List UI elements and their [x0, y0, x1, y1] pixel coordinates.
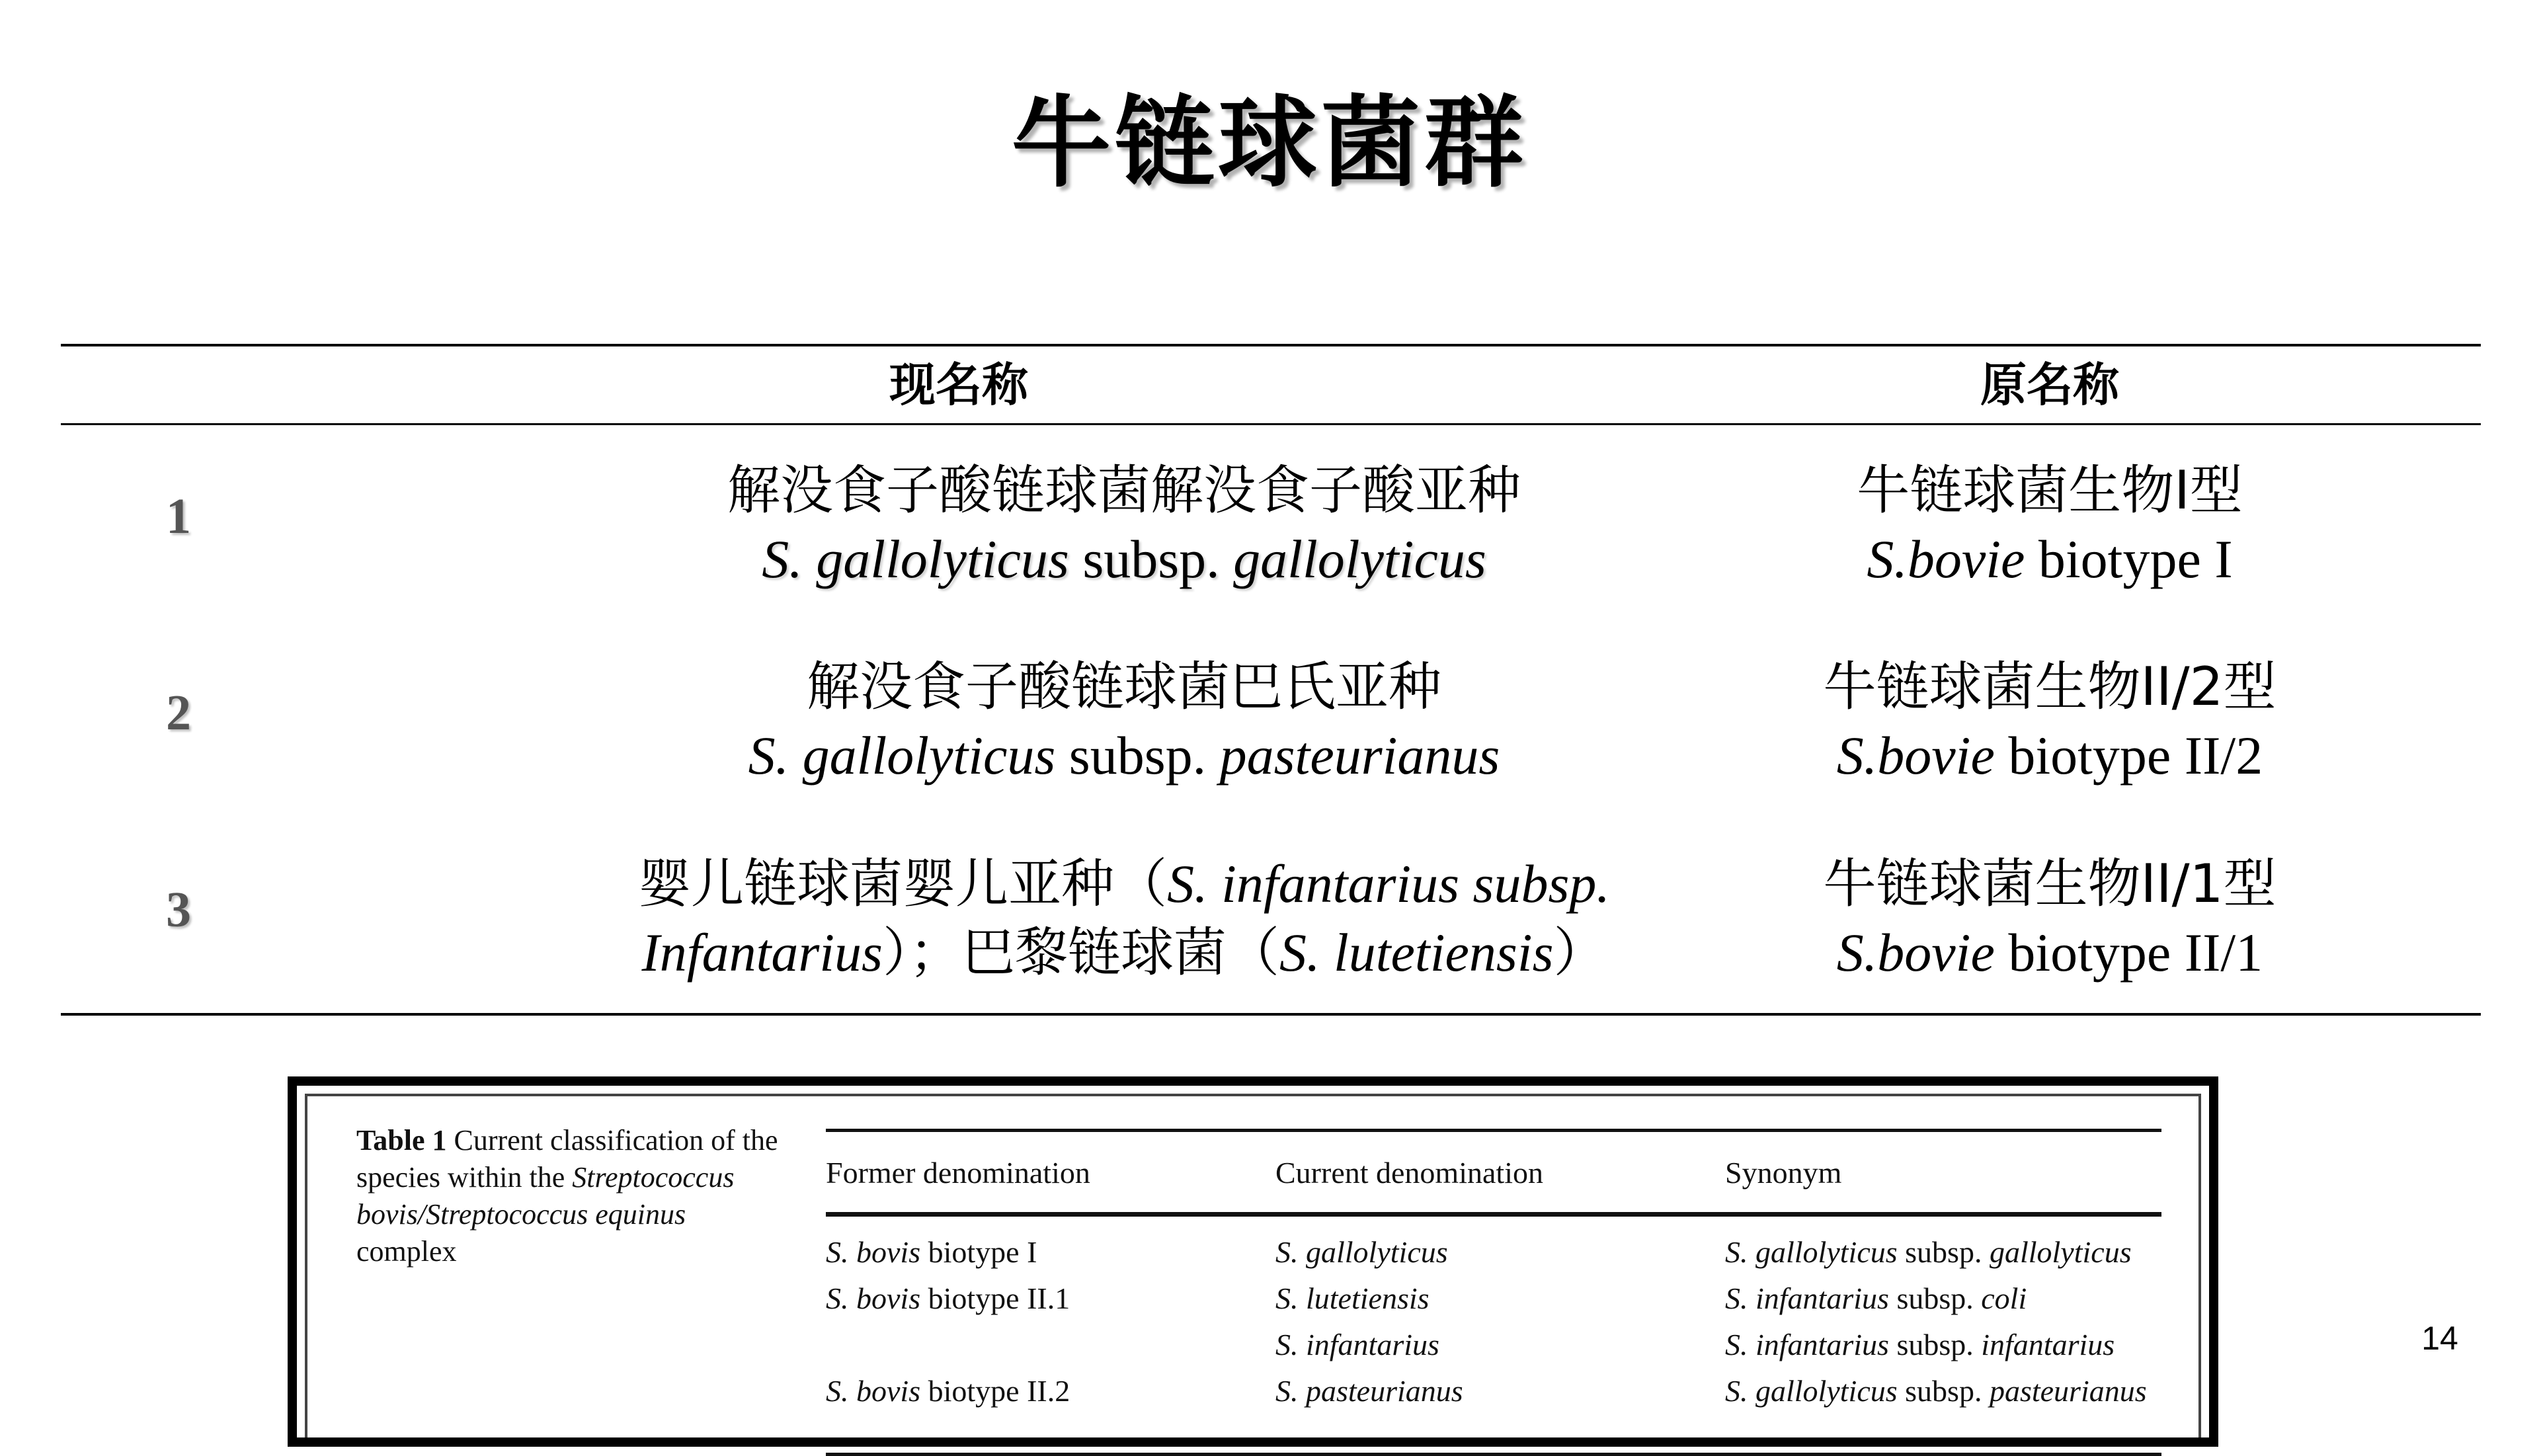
header-original-name: 原名称 — [1980, 358, 2119, 412]
table-row-2-current — [331, 653, 1917, 790]
figure-table-bottom-rule — [826, 1453, 2161, 1456]
latin-genus: S. gallolyticus — [748, 725, 1056, 786]
original-name-latin — [1719, 918, 2380, 987]
row-number: 3 — [166, 882, 191, 938]
species-italic: S. infantarius — [1725, 1281, 1889, 1315]
caption-label: Table 1 — [356, 1124, 447, 1156]
current-name-latin — [331, 721, 1917, 790]
latin-name: S. lutetiensis — [1279, 922, 1554, 983]
current-name-chinese: 解没食子酸链球菌解没食子酸亚种 — [727, 460, 1521, 521]
current-name-line-2 — [331, 918, 1917, 987]
latin-biotype: biotype I — [2038, 529, 2233, 589]
original-name-chinese: 牛链球菌生物II/1型 — [1823, 853, 2277, 914]
species-italic: S. infantarius — [1725, 1328, 1889, 1361]
caption-italic: Streptococcus bovis/Streptococcus equinus — [356, 1161, 735, 1231]
biotype-text: biotype II.2 — [928, 1374, 1070, 1408]
table-row-3-original — [1719, 850, 2380, 987]
epithet-italic: pasteurianus — [1989, 1374, 2147, 1408]
figure-cell-current — [1275, 1234, 1448, 1270]
figure-caption — [356, 1122, 780, 1270]
figure-cell-synonym — [1725, 1373, 2147, 1408]
latin-subsp: subsp. — [1068, 725, 1207, 786]
latin-name: S. infantarius subsp. — [1167, 854, 1610, 914]
species-italic: S. gallolyticus — [1725, 1374, 1898, 1408]
figure-cell-former — [826, 1234, 1037, 1270]
epithet-italic: coli — [1981, 1281, 2027, 1315]
caption-text: Current classification of the species within the — [356, 1124, 778, 1193]
species-italic: S. bovis — [826, 1281, 921, 1315]
subsp-text: subsp. — [1896, 1281, 1974, 1315]
subsp-text: subsp. — [1905, 1374, 1982, 1408]
latin-genus: S.bovie — [1836, 922, 1995, 983]
epithet-italic: gallolyticus — [1989, 1235, 2132, 1269]
latin-subsp: subsp. — [1082, 529, 1220, 589]
current-name-latin — [331, 525, 1917, 594]
figure-header-current: Current denomination — [1275, 1156, 1543, 1190]
current-name-line-1 — [331, 850, 1917, 918]
figure-table-header-rule — [826, 1212, 2161, 1217]
page-number: 14 — [2421, 1320, 2458, 1357]
current-name-chinese: ）；巴黎链球菌（ — [882, 922, 1279, 983]
latin-epithet: gallolyticus — [1233, 529, 1486, 589]
header-current-name: 现名称 — [889, 358, 1028, 412]
latin-biotype: biotype II/2 — [2008, 725, 2263, 786]
original-name-chinese: 牛链球菌生物I型 — [1857, 460, 2243, 521]
figure-cell-former — [826, 1373, 1070, 1408]
subsp-text: subsp. — [1905, 1235, 1982, 1269]
epithet-italic: infantarius — [1981, 1328, 2115, 1361]
latin-epithet: Infantarius — [641, 922, 883, 983]
row-number: 1 — [166, 489, 191, 544]
figure-cell-synonym — [1725, 1234, 2132, 1270]
table-row-1-current — [331, 456, 1917, 594]
table-top-rule — [61, 344, 2481, 346]
original-name-latin — [1719, 721, 2380, 790]
species-italic: S. gallolyticus — [1725, 1235, 1898, 1269]
species-italic: S. bovis — [826, 1235, 921, 1269]
current-name-chinese: 婴儿链球菌婴儿亚种（ — [638, 853, 1168, 914]
latin-epithet: pasteurianus — [1219, 725, 1500, 786]
slide-title: 牛链球菌群 — [1011, 85, 1527, 201]
table-bottom-rule — [61, 1013, 2481, 1016]
subsp-text: subsp. — [1896, 1328, 1974, 1361]
figure-cell-current — [1275, 1373, 1463, 1408]
table-row-3-current — [331, 850, 1917, 987]
figure-cell-former — [826, 1281, 1070, 1316]
figure-cell-synonym — [1725, 1281, 2027, 1316]
species-italic: S. gallolyticus — [1275, 1235, 1448, 1269]
latin-genus: S.bovie — [1867, 529, 2025, 589]
current-name-chinese: 解没食子酸链球菌巴氏亚种 — [807, 656, 1441, 717]
latin-biotype: biotype II/1 — [2008, 922, 2263, 983]
row-number: 2 — [166, 685, 191, 741]
latin-genus: S. gallolyticus — [762, 529, 1069, 589]
biotype-text: biotype II.1 — [928, 1281, 1070, 1315]
journal-table-figure — [288, 1076, 2218, 1447]
figure-table-top-rule — [826, 1129, 2161, 1132]
original-name-chinese: 牛链球菌生物II/2型 — [1823, 656, 2277, 717]
figure-header-synonym: Synonym — [1725, 1156, 1842, 1190]
species-italic: S. infantarius — [1275, 1328, 1439, 1361]
biotype-text: biotype I — [928, 1235, 1037, 1269]
original-name-latin — [1719, 525, 2380, 594]
figure-cell-current — [1275, 1281, 1430, 1316]
table-header-rule — [61, 423, 2481, 425]
figure-header-former: Former denomination — [826, 1156, 1090, 1190]
closing-paren: ） — [1553, 922, 1607, 983]
caption-end: complex — [356, 1235, 457, 1268]
figure-cell-current — [1275, 1327, 1439, 1362]
figure-cell-synonym — [1725, 1327, 2115, 1362]
species-italic: S. lutetiensis — [1275, 1281, 1430, 1315]
species-italic: S. bovis — [826, 1374, 921, 1408]
table-row-2-original — [1719, 653, 2380, 790]
table-row-1-original — [1719, 456, 2380, 594]
latin-genus: S.bovie — [1836, 725, 1995, 786]
species-italic: S. pasteurianus — [1275, 1374, 1463, 1408]
